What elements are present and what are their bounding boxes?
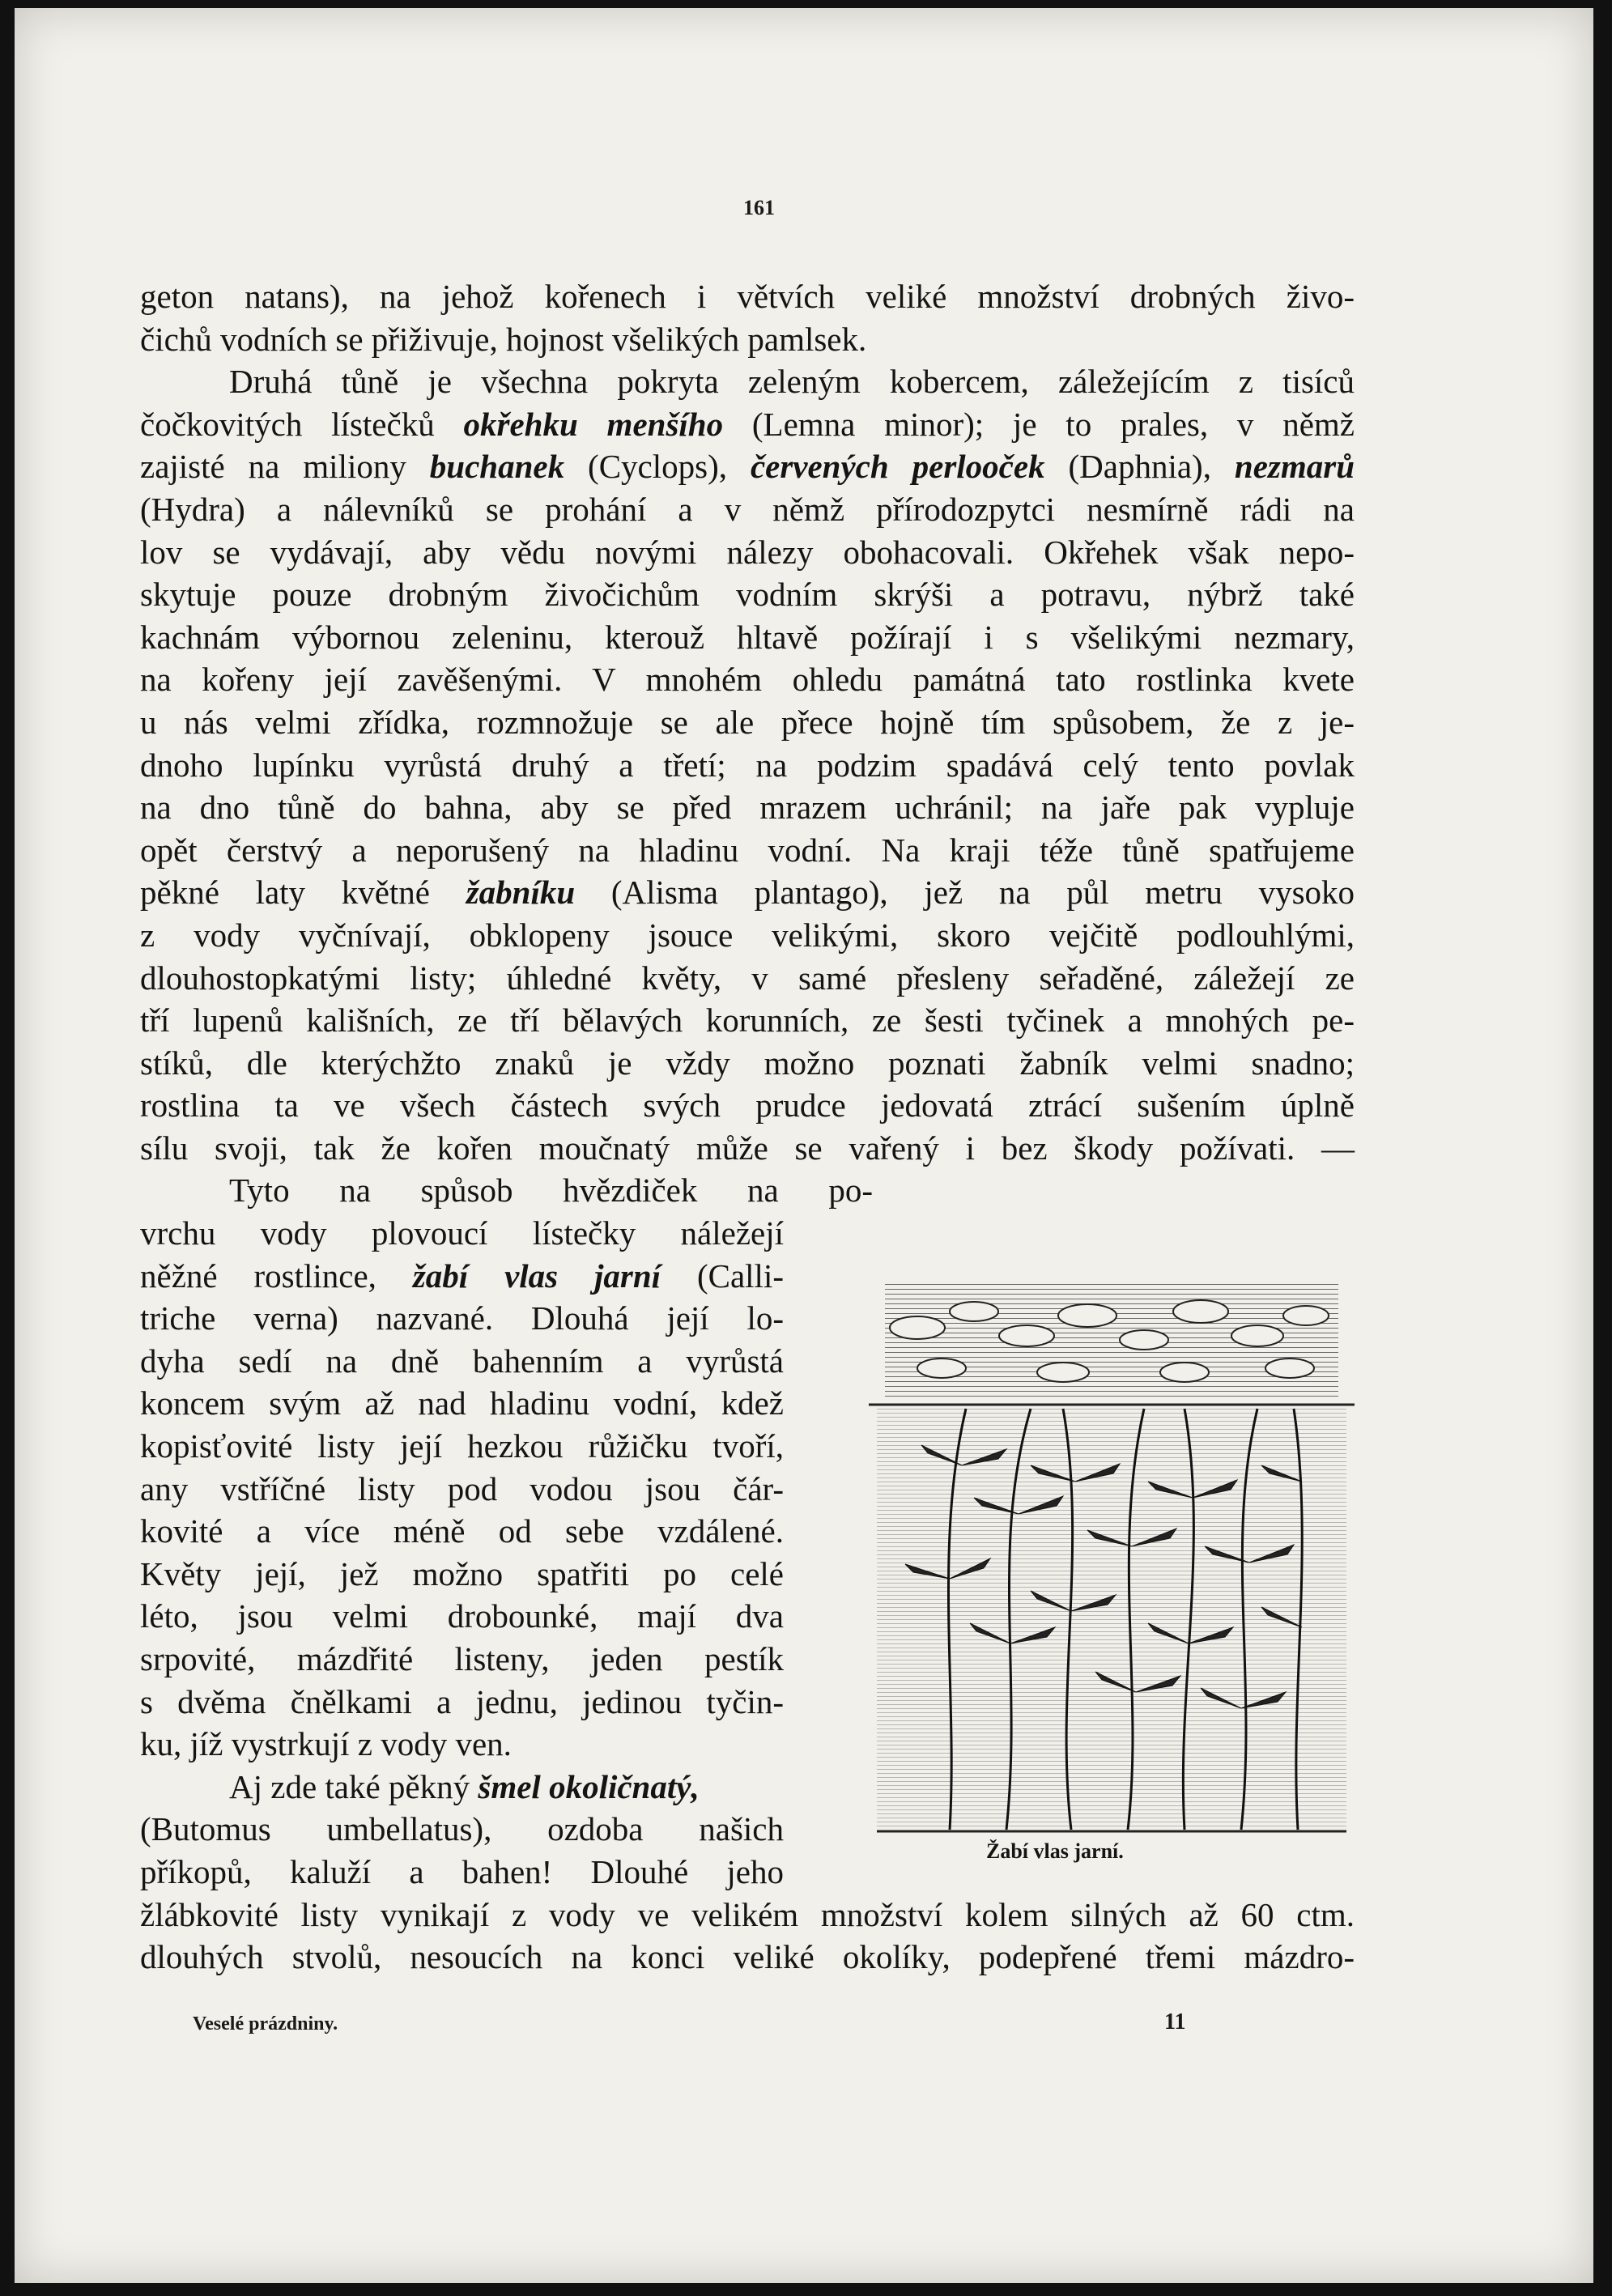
text-line: dlouhých stvolů, nesoucích na konci veliké okolíky, podepřené třemi mázdro- xyxy=(140,1938,1355,1976)
text-line: (Hydra) a nálevníků se prohání a v němž přírodozpytci nesmírně rádi na xyxy=(140,490,1355,528)
text-line: triche verna) nazvané. Dlouhá její lo- xyxy=(140,1299,784,1337)
text-line: koncem svým až nad hladinu vodní, kdež xyxy=(140,1384,784,1422)
text-line: Aj zde také pěkný šmel okoličnatý, xyxy=(229,1767,700,1805)
text-line: stíků, dle kterýchžto znaků je vždy možno poznati žabník velmi snadno; xyxy=(140,1044,1355,1082)
text-line: srpovité, mázdřité listeny, jeden pestík xyxy=(140,1640,784,1677)
italic-term: buchanek xyxy=(429,448,565,486)
figure-caption: Žabí vlas jarní. xyxy=(986,1839,1124,1863)
italic-term: okřehku menšího xyxy=(463,405,724,443)
italic-term: nezmarů xyxy=(1234,448,1355,486)
text-line: žlábkovité listy vynikají z vody ve velikém množství kolem silných až 60 ctm. xyxy=(140,1895,1355,1933)
text-line: skytuje pouze drobným živočichům vodním skrýši a potravu, nýbrž také xyxy=(140,576,1355,614)
text-line: any vstříčné listy pod vodou jsou čár- xyxy=(140,1469,784,1507)
italic-term: žabí vlas jarní xyxy=(412,1256,661,1295)
text-line: dnoho lupínku vyrůstá druhý a třetí; na podzim spadává celý tento povlak xyxy=(140,746,1355,784)
text-line: příkopů, kaluží a bahen! Dlouhé jeho xyxy=(140,1852,784,1890)
italic-term: červených perlooček xyxy=(750,448,1045,486)
text-line: na kořeny její zavěšenými. V mnohém ohledu památná tato rostlinka kvete xyxy=(140,661,1355,699)
footer-book-title: Veselé prázdniny. xyxy=(193,2013,338,2035)
text-line: s dvěma čnělkami a jednu, jedinou tyčin- xyxy=(140,1682,784,1720)
text-line: lov se vydávají, aby vědu novými nálezy obohacovali. Okřehek však nepo- xyxy=(140,533,1355,571)
signature-mark: 11 xyxy=(1164,2009,1186,2035)
text-line: čočkovitých lístečků okřehku menšího (Lemna minor); je to prales, v němž xyxy=(140,405,1355,443)
text-line: pěkné laty květné žabníku (Alisma plantago), jež na půl metru vysoko xyxy=(140,874,1355,912)
book-page xyxy=(15,8,1593,2283)
text-line: kopisťovité listy její hezkou růžičku tvoří, xyxy=(140,1427,784,1465)
text-line: sílu svoji, tak že kořen moučnatý může se vařený i bez škody požívati. — xyxy=(140,1129,1355,1167)
text-line: z vody vyčnívají, obklopeny jsouce velikými, skoro vejčitě podlouhlými, xyxy=(140,916,1355,954)
text-line: dlouhostopkatými listy; úhledné květy, v samé přesleny seřaděné, záležejí ze xyxy=(140,959,1355,997)
text-line: ku, jíž vystrkují z vody ven. xyxy=(140,1725,512,1763)
text-line: čichů vodních se přiživuje, hojnost všelikých pamlsek. xyxy=(140,320,867,358)
italic-term: šmel okoličnatý, xyxy=(478,1767,700,1805)
text-line: Druhá tůně je všechna pokryta zeleným kobercem, záležejícím z tisíců xyxy=(229,363,1355,401)
text-line: zajisté na miliony buchanek (Cyclops), červených perlooček (Daphnia), nezmarů xyxy=(140,448,1355,486)
text-line: kachnám výbornou zeleninu, kterouž hltavě požírají i s všelikými nezmary, xyxy=(140,618,1355,656)
italic-term: žabníku xyxy=(466,874,576,912)
text-line: dyha sedí na dně bahenním a vyrůstá xyxy=(140,1341,784,1380)
page-number: 161 xyxy=(743,196,775,219)
text-line: opět čerstvý a neporušený na hladinu vodní. Na kraji téže tůně spatřujeme xyxy=(140,831,1355,869)
text-line: geton natans), na jehož kořenech i větvích veliké množství drobných živo- xyxy=(140,278,1355,315)
text-line: (Butomus umbellatus), ozdoba našich xyxy=(140,1810,784,1848)
text-line: tří lupenů kališních, ze tří bělavých korunních, ze šesti tyčinek a mnohých pe- xyxy=(140,1001,1355,1040)
text-line: vrchu vody plovoucí lístečky náležejí xyxy=(140,1214,784,1252)
text-line: Tyto na spůsob hvězdiček na po- xyxy=(229,1171,873,1210)
text-line: Květy její, jež možno spatřiti po celé xyxy=(140,1554,784,1592)
text-line: kovité a více méně od sebe vzdálené. xyxy=(140,1512,784,1550)
text-line: na dno tůně do bahna, aby se před mrazem uchránil; na jaře pak vypluje xyxy=(140,789,1355,827)
text-line: u nás velmi zřídka, rozmnožuje se ale přece hojně tím spůsobem, že z je- xyxy=(140,703,1355,741)
text-line: léto, jsou velmi drobounké, mají dva xyxy=(140,1597,784,1635)
text-line: něžné rostlince, žabí vlas jarní (Calli- xyxy=(140,1256,784,1295)
text-line: rostlina ta ve všech částech svých prudce jedovatá ztrácí sušením úplně xyxy=(140,1086,1355,1125)
engraving-illustration xyxy=(853,1206,1371,1854)
